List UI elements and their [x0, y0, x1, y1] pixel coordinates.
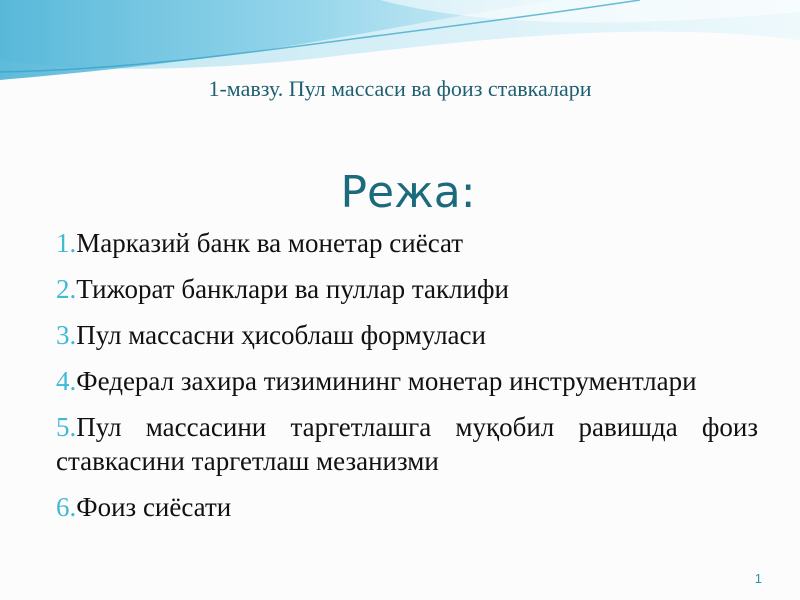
slide-title: Режа: — [340, 167, 476, 218]
slide-subtitle: 1-мавзу. Пул массаси ва фоиз ставкалари — [208, 76, 592, 101]
agenda-item-text: Фоиз сиёсати — [76, 492, 232, 522]
agenda-item-5 — [56, 410, 758, 478]
agenda-item-number: 2. — [56, 274, 77, 304]
agenda-item-text: Пул массасни ҳисоблаш формуласи — [76, 320, 486, 350]
agenda-item-number: 1. — [56, 228, 77, 258]
agenda-list — [56, 226, 758, 536]
agenda-item-text: Федерал захира тизимининг монетар инструментлари — [76, 366, 697, 396]
agenda-item-text: Пул массасини таргетлашга муқобил равишда фоиз ставкасини таргетлаш мезанизми — [56, 412, 758, 476]
agenda-item-number: 3. — [56, 320, 77, 350]
agenda-item-6 — [56, 490, 758, 524]
agenda-item-4 — [56, 364, 758, 398]
agenda-item-number: 6. — [56, 492, 77, 522]
agenda-item-2 — [56, 272, 758, 306]
agenda-item-number: 4. — [56, 366, 77, 396]
agenda-item-number: 5. — [56, 412, 77, 442]
page-number: 1 — [754, 571, 762, 586]
agenda-item-3 — [56, 318, 758, 352]
agenda-item-text: Тижорат банклари ва пуллар таклифи — [76, 274, 509, 304]
agenda-item-text: Марказий банк ва монетар сиёсат — [76, 228, 464, 258]
agenda-item-1 — [56, 226, 758, 260]
